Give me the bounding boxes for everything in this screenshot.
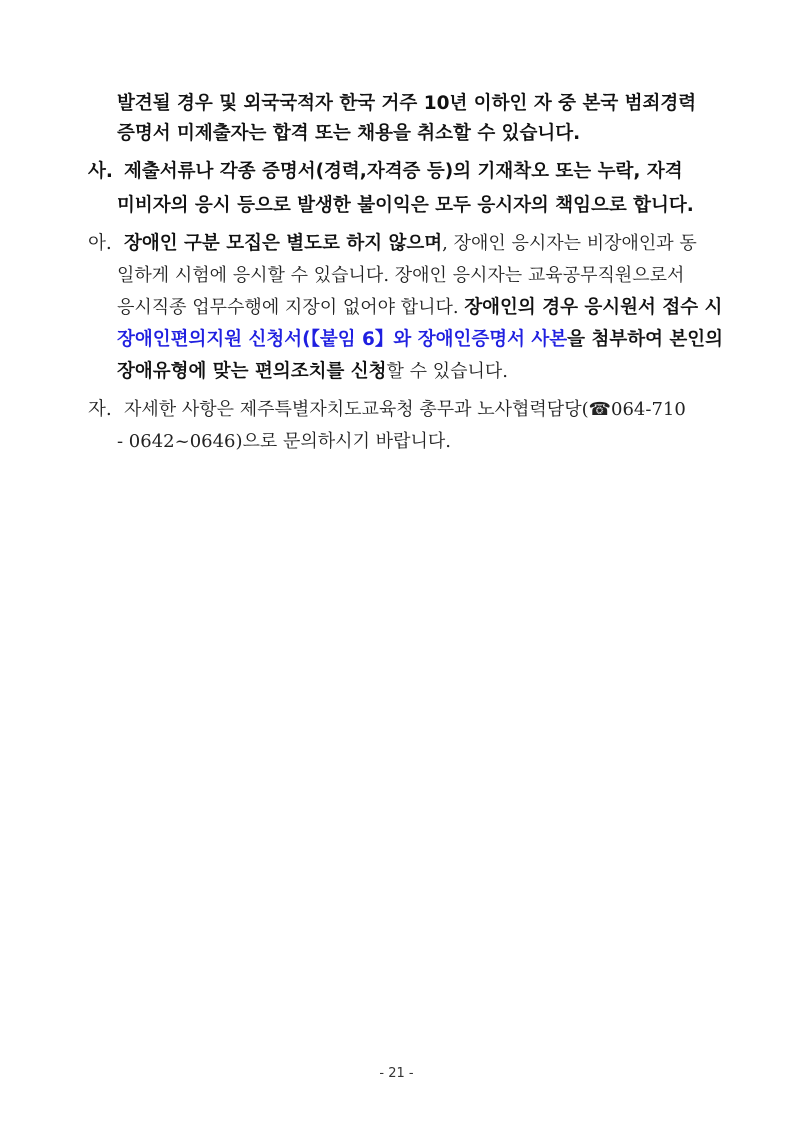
item-sa-line-2: 미비자의 응시 등으로 발생한 불이익은 모두 응시자의 책임으로 합니다. bbox=[117, 195, 694, 216]
item-a-line-3-bold: 장애인의 경우 응시원서 접수 시 bbox=[464, 297, 723, 318]
page-number: - 21 - bbox=[379, 1066, 414, 1081]
item-a-line-3 bbox=[117, 296, 722, 320]
item-a-line-4-blue: 장애인편의지원 신청서(【붙임 6】와 장애인증명서 사본 bbox=[117, 329, 568, 350]
item-a-line-1-bold: 장애인 구분 모집은 별도로 하지 않으며 bbox=[124, 233, 443, 254]
prev-item-line-2: 증명서 미제출자는 합격 또는 채용을 취소할 수 있습니다. bbox=[117, 123, 581, 144]
item-sa-marker: 사. bbox=[88, 161, 113, 182]
item-a-marker: 아. bbox=[88, 233, 112, 254]
item-ja-line-1 bbox=[124, 398, 686, 422]
item-ja-line-2: - 0642~0646)으로 문의하시기 바랍니다. bbox=[117, 431, 451, 452]
item-a-line-5-rest: 할 수 있습니다. bbox=[386, 361, 509, 382]
item-ja-line-1-tail: 064-710 bbox=[611, 399, 686, 420]
item-a-line-4-bold: 을 첨부하여 본인의 bbox=[567, 329, 723, 350]
item-a-line-5-bold: 장애유형에 맞는 편의조치를 신청 bbox=[117, 361, 387, 382]
item-ja-line-1-text: 자세한 사항은 제주특별자치도교육청 총무과 노사협력담당( bbox=[124, 399, 589, 420]
item-a-line-2: 일하게 시험에 응시할 수 있습니다. 장애인 응시자는 교육공무직원으로서 bbox=[117, 265, 685, 286]
item-a-line-1 bbox=[124, 232, 697, 256]
item-ja-marker: 자. bbox=[88, 399, 112, 420]
item-a-line-3-light: 응시직종 업무수행에 지장이 없어야 합니다. bbox=[117, 297, 465, 318]
item-a-line-1-rest: , 장애인 응시자는 비장애인과 동 bbox=[442, 233, 697, 254]
item-a-line-5 bbox=[117, 360, 508, 384]
phone-icon: ☎ bbox=[588, 399, 612, 420]
item-a-line-4 bbox=[117, 328, 723, 352]
item-sa-line-1: 제출서류나 각종 증명서(경력,자격증 등)의 기재착오 또는 누락, 자격 bbox=[124, 161, 683, 182]
prev-item-line-1: 발견될 경우 및 외국국적자 한국 거주 10년 이하인 자 중 본국 범죄경력 bbox=[117, 93, 697, 114]
